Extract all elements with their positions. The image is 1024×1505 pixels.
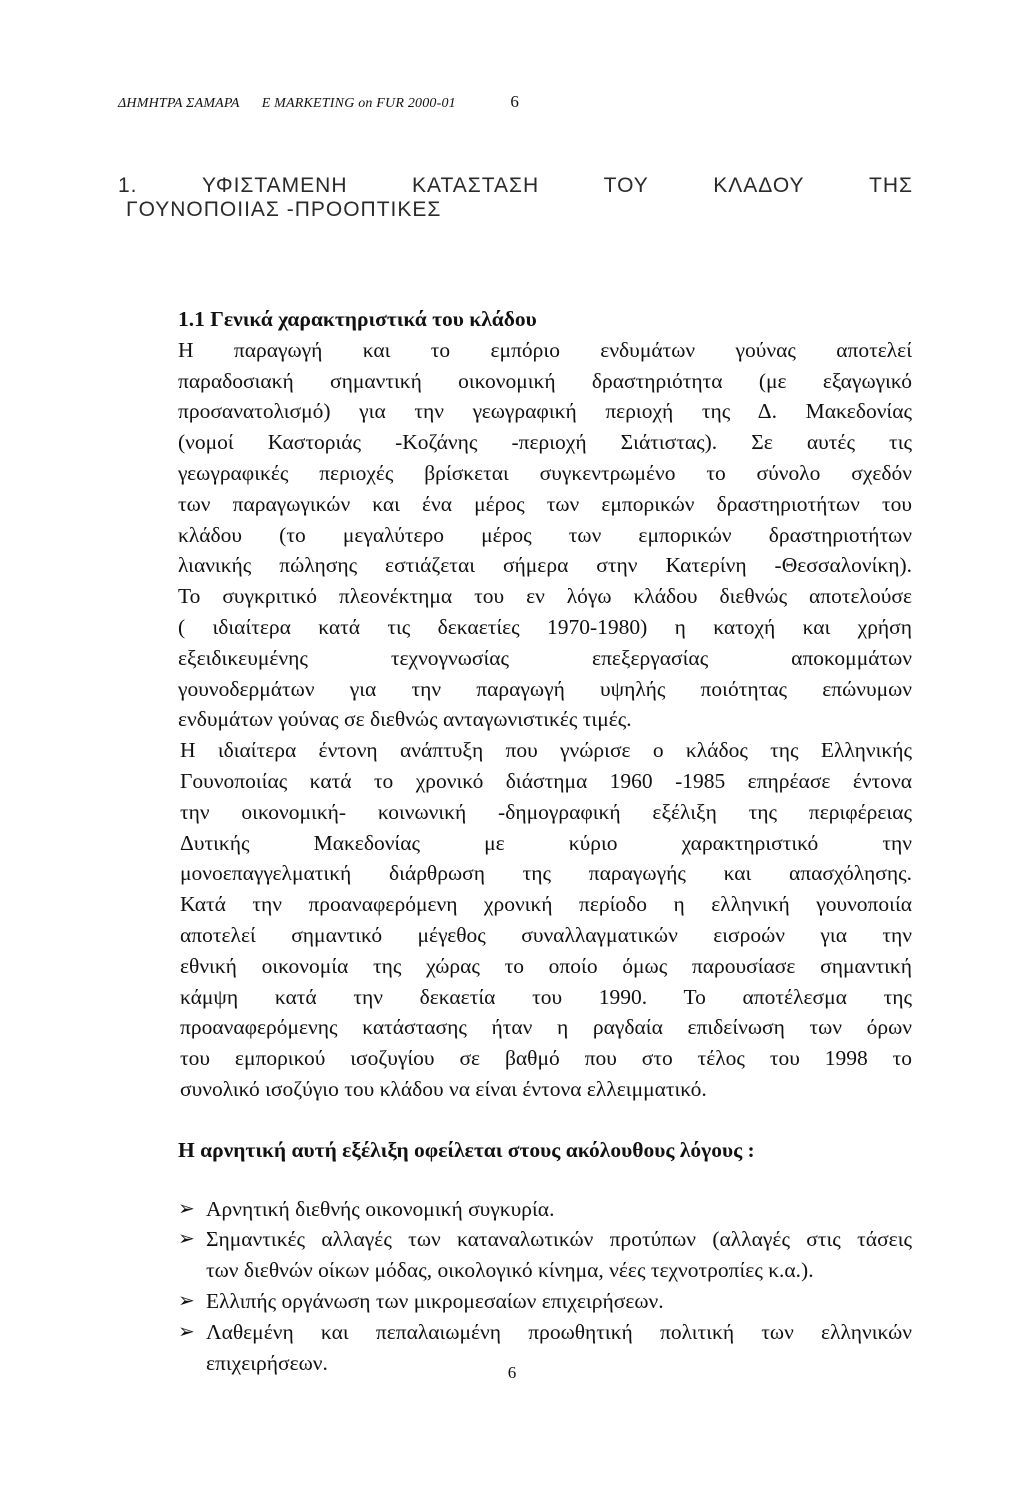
chapter-title-word: ΚΑΤΑΣΤΑΣΗ xyxy=(412,174,540,197)
arrow-bullet-icon: ➢ xyxy=(178,1228,195,1251)
text-line: Το συγκριτικό πλεονέκτημα του εν λόγω κλάδου διεθνώς αποτελούσε xyxy=(178,584,912,609)
header-author: ΔΗΜΗΤΡΑ ΣΑΜΑΡΑ xyxy=(118,96,240,111)
arrow-bullet-icon: ➢ xyxy=(178,1289,195,1312)
reason-item xyxy=(118,1194,912,1225)
document-body xyxy=(178,304,912,1378)
text-line: κλάδου (το μεγαλύτερο μέρος των εμπορικών δραστηριοτήτων xyxy=(178,522,912,547)
reason-text: Αρνητική διεθνής οικονομική συγκυρία. xyxy=(206,1196,555,1221)
text-line: ( ιδιαίτερα κατά τις δεκαετίες 1970-1980) η κατοχή και χρήση xyxy=(178,614,912,639)
arrow-bullet-icon: ➢ xyxy=(178,1197,195,1220)
chapter-title-line1 xyxy=(118,174,913,198)
header-course-title: E MARKETING on FUR 2000-01 xyxy=(261,96,456,111)
chapter-title-word: ΤΗΣ xyxy=(869,174,913,197)
text-line: Δυτικής Μακεδονίας με κύριο χαρακτηριστικό την xyxy=(180,830,912,855)
header-page-number: 6 xyxy=(510,92,520,111)
reason-text: Σημαντικές αλλαγές των καταναλωτικών προτύπων (αλλαγές στις τάσεις xyxy=(206,1227,912,1252)
chapter-number: 1. xyxy=(118,174,138,197)
text-line: την οικονομική- κοινωνική -δημογραφική εξέλιξη της περιφέρειας xyxy=(180,799,912,824)
text-line: αποτελεί σημαντικό μέγεθος συναλλαγματικών εισροών για την xyxy=(180,922,912,947)
paragraph-regional-impact xyxy=(178,735,912,1105)
text-line: κάμψη κατά την δεκαετία του 1990. Το αποτέλεσμα της xyxy=(180,984,912,1009)
text-line: Η παραγωγή και το εμπόριο ενδυμάτων γούνας αποτελεί xyxy=(178,337,912,362)
text-line: συνολικό ισοζύγιο του κλάδου να είναι έντονα ελλειμματικό. xyxy=(180,1076,707,1101)
footer-page-number: 6 xyxy=(507,1363,517,1382)
text-line: μονοεπαγγελματική διάρθρωση της παραγωγής και απασχόλησης. xyxy=(180,861,912,886)
text-line: Η ιδιαίτερα έντονη ανάπτυξη που γνώρισε ο κλάδος της Ελληνικής xyxy=(180,738,912,763)
running-header xyxy=(118,92,519,112)
reason-item xyxy=(118,1224,912,1286)
chapter-title-word: ΚΛΑΔΟΥ xyxy=(713,174,805,197)
arrow-bullet-icon: ➢ xyxy=(178,1320,195,1343)
text-line: των παραγωγικών και ένα μέρος των εμπορικών δραστηριοτήτων του xyxy=(178,491,912,516)
reason-text: επιχειρήσεων. xyxy=(206,1350,328,1375)
reason-text: Λαθεμένη και πεπαλαιωμένη προωθητική πολιτική των ελληνικών xyxy=(206,1319,912,1344)
text-line: παραδοσιακή σημαντική οικονομική δραστηριότητα (με εξαγωγικό xyxy=(178,368,912,393)
section-heading: 1.1 Γενικά χαρακτηριστικά του κλάδου xyxy=(178,307,537,331)
text-line: εθνική οικονομία της χώρας το οποίο όμως παρουσίασε σημαντική xyxy=(180,953,912,978)
reasons-list xyxy=(118,1194,912,1379)
paragraph-industry-overview xyxy=(178,335,912,735)
reason-text: των διεθνών οίκων μόδας, οικολογικό κίνημα, νέες τεχνοτροπίες κ.α.). xyxy=(206,1258,814,1283)
text-line: προαναφερόμενης κατάστασης ήταν η ραγδαία επιδείνωση των όρων xyxy=(180,1015,912,1040)
text-line: λιανικής πώλησης εστιάζεται σήμερα στην Κατερίνη -Θεσσαλονίκη). xyxy=(178,553,912,578)
chapter-title-word: ΥΦΙΣΤΑΜΕΝΗ xyxy=(202,174,348,197)
text-line: γουνοδερμάτων για την παραγωγή υψηλής ποιότητας επώνυμων xyxy=(178,676,912,701)
text-line: (νομοί Καστοριάς -Κοζάνης -περιοχή Σιάτιστας). Σε αυτές τις xyxy=(178,430,912,455)
reason-item xyxy=(118,1286,912,1317)
chapter-title-line2: ΓΟΥΝΟΠΟΙΙΑΣ -ΠΡΟΟΠΤΙΚΕΣ xyxy=(126,198,442,221)
text-line: εξειδικευμένης τεχνογνωσίας επεξεργασίας αποκομμάτων xyxy=(178,645,912,670)
reasons-heading: Η αρνητική αυτή εξέλιξη οφείλεται στους ακόλουθους λόγους : xyxy=(178,1137,755,1162)
text-line: ενδυμάτων γούνας σε διεθνώς ανταγωνιστικές τιμές. xyxy=(178,707,632,732)
text-line: Γουνοποιίας κατά το χρονικό διάστημα 1960 -1985 επηρέασε έντονα xyxy=(180,768,912,793)
text-line: προσανατολισμό) για την γεωγραφική περιοχή της Δ. Μακεδονίας xyxy=(178,399,912,424)
text-line: γεωγραφικές περιοχές βρίσκεται συγκεντρωμένο το σύνολο σχεδόν xyxy=(178,460,912,485)
reason-text: Ελλιπής οργάνωση των μικρομεσαίων επιχειρήσεων. xyxy=(206,1288,664,1313)
chapter-title xyxy=(118,174,913,222)
text-line: του εμπορικού ισοζυγίου σε βαθμό που στο τέλος του 1998 το xyxy=(180,1046,912,1071)
text-line: Κατά την προαναφερόμενη χρονική περίοδο η ελληνική γουνοποιία xyxy=(180,892,912,917)
chapter-title-word: ΤΟΥ xyxy=(603,174,649,197)
